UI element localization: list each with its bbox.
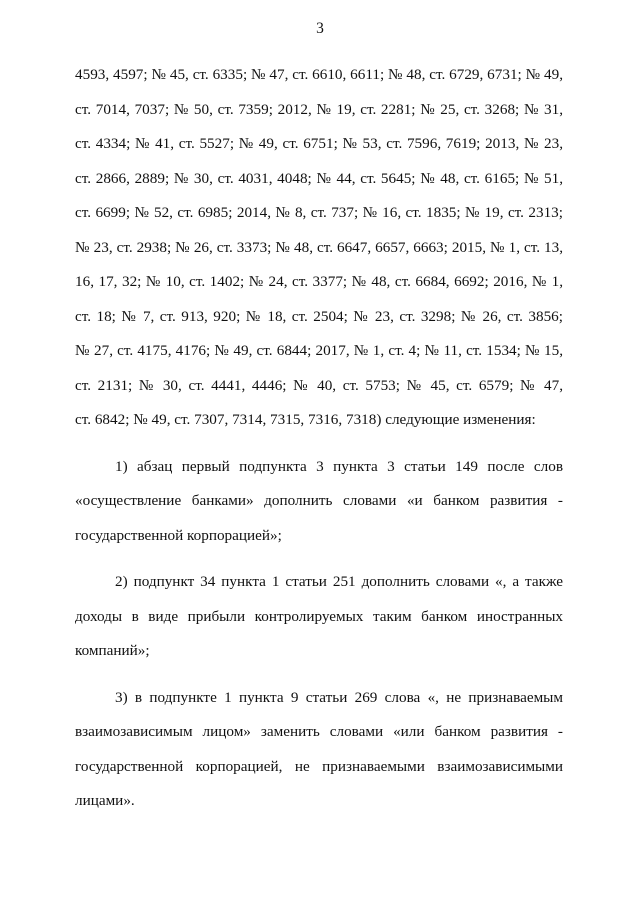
- text-line: ст. 18; № 7, ст. 913, 920; № 18, ст. 2504; № 23, ст. 3298; № 26, ст. 3856;: [75, 307, 563, 325]
- text-line: ст. 2866, 2889; № 30, ст. 4031, 4048; № 44, ст. 5645; № 48, ст. 6165; № 51,: [75, 169, 563, 187]
- amendment-item-2: [75, 565, 563, 669]
- text-line: лицами».: [75, 792, 135, 809]
- amendment-item-3: [75, 681, 563, 819]
- text-line: ст. 6699; № 52, ст. 6985; 2014, № 8, ст. 737; № 16, ст. 1835; № 19, ст. 2313;: [75, 204, 563, 221]
- document-body: [75, 58, 563, 819]
- text-line: ст. 4334; № 41, ст. 5527; № 49, ст. 6751; № 53, ст. 7596, 7619; 2013, № 23,: [75, 135, 563, 152]
- page-number: 3: [316, 20, 324, 37]
- text-line: 3) в подпункте 1 пункта 9 статьи 269 слова «, не признаваемым: [115, 688, 563, 706]
- amendment-item-1: [75, 450, 563, 554]
- text-line: 2) подпункт 34 пункта 1 статьи 251 дополнить словами «, а также: [115, 573, 563, 590]
- text-line: № 23, ст. 2938; № 26, ст. 3373; № 48, ст. 6647, 6657, 6663; 2015, № 1, ст. 13,: [75, 238, 563, 256]
- text-line: компаний»;: [75, 642, 150, 659]
- text-line: № 27, ст. 4175, 4176; № 49, ст. 6844; 2017, № 1, ст. 4; № 11, ст. 1534; № 15,: [75, 342, 563, 359]
- text-line: государственной корпорацией, не признаваемыми взаимозависимыми: [75, 757, 563, 775]
- text-line: государственной корпорацией»;: [75, 526, 282, 544]
- text-line: ст. 6842; № 49, ст. 7307, 7314, 7315, 7316, 7318) следующие изменения:: [75, 411, 536, 428]
- text-line: 16, 17, 32; № 10, ст. 1402; № 24, ст. 3377; № 48, ст. 6684, 6692; 2016, № 1,: [75, 273, 563, 290]
- text-line: 4593, 4597; № 45, ст. 6335; № 47, ст. 6610, 6611; № 48, ст. 6729, 6731; № 49,: [75, 66, 563, 83]
- text-line: ст. 2131; № 30, ст. 4441, 4446; № 40, ст. 5753; № 45, ст. 6579; № 47,: [75, 376, 563, 394]
- text-line: 1) абзац первый подпункта 3 пункта 3 статьи 149 после слов: [115, 457, 563, 475]
- text-line: доходы в виде прибыли контролируемых таким банком иностранных: [75, 607, 563, 625]
- text-line: «осуществление банками» дополнить словами «и банком развития -: [75, 492, 563, 509]
- intro-paragraph: [75, 58, 563, 438]
- text-line: ст. 7014, 7037; № 50, ст. 7359; 2012, № 19, ст. 2281; № 25, ст. 3268; № 31,: [75, 100, 563, 118]
- text-line: взаимозависимым лицом» заменить словами «или банком развития -: [75, 723, 563, 740]
